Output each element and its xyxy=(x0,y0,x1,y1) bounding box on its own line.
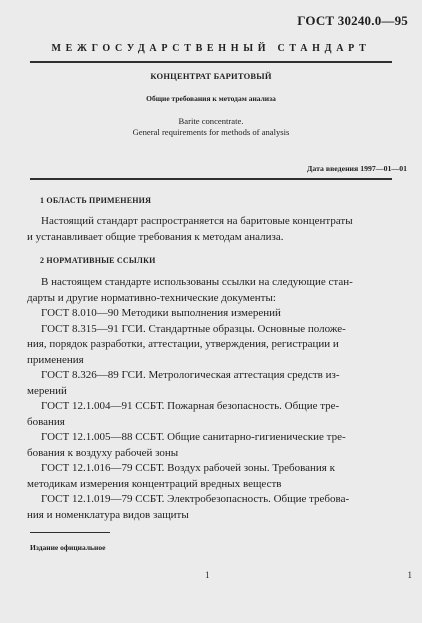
section-2-line: ГОСТ 12.1.019—79 ССБТ. Электробезопасность. Общие требова- xyxy=(41,493,350,505)
document-title-ru: КОНЦЕНТРАТ БАРИТОВЫЙ xyxy=(150,71,272,81)
section-2-line: ГОСТ 12.1.005—88 ССБТ. Общие санитарно-гигиенические тре- xyxy=(41,431,346,443)
title-en-line-1: Barite concentrate. xyxy=(178,116,244,126)
section-2-line: В настоящем стандарте использованы ссылки на следующие стан- xyxy=(41,276,353,288)
effective-date: Дата введения 1997—01—01 xyxy=(307,164,407,173)
section-1-heading: 1 ОБЛАСТЬ ПРИМЕНЕНИЯ xyxy=(40,196,152,205)
section-2-line: ГОСТ 12.1.004—91 ССБТ. Пожарная безопасность. Общие тре- xyxy=(41,400,340,412)
section-1-line: Настоящий стандарт распространяется на баритовые концентраты xyxy=(41,215,353,227)
section-2-line: методикам измерения концентраций вредных веществ xyxy=(27,477,282,490)
section-2-line: бования xyxy=(27,415,65,428)
section-1-body xyxy=(27,214,400,245)
section-2-line: ГОСТ 8.315—91 ГСИ. Стандартные образцы. Основные положе- xyxy=(41,322,346,335)
section-2-line: дарты и другие нормативно-технические документы: xyxy=(27,291,276,304)
official-edition-note: Издание официальное xyxy=(30,543,106,552)
section-2-line: ния, порядок разработки, аттестации, утверждения, регистрации и xyxy=(27,338,339,350)
document-title-en xyxy=(0,116,422,138)
section-1-line: и устанавливает общие требования к методам анализа. xyxy=(27,230,284,243)
page-number: 1 xyxy=(205,570,210,580)
standard-banner: МЕЖГОСУДАРСТВЕННЫЙ СТАНДАРТ xyxy=(51,43,371,54)
gost-code: ГОСТ 30240.0—95 xyxy=(297,13,408,28)
section-2-line: ГОСТ 8.326—89 ГСИ. Метрологическая аттестация средств из- xyxy=(41,369,340,381)
section-2-line: применения xyxy=(27,353,84,366)
section-2-line: мерений xyxy=(27,384,67,397)
section-2-heading: 2 НОРМАТИВНЫЕ ССЫЛКИ xyxy=(40,256,156,265)
document-subtitle-ru: Общие требования к методам анализа xyxy=(146,94,276,103)
top-divider xyxy=(30,61,392,63)
mid-divider xyxy=(30,178,392,180)
title-en-line-2: General requirements for methods of analysis xyxy=(132,127,290,137)
section-2-body xyxy=(27,275,400,523)
section-2-line: бования к воздуху рабочей зоны xyxy=(27,446,179,459)
section-2-line: ния и номенклатура видов защиты xyxy=(27,508,189,521)
footer-divider xyxy=(30,532,110,533)
section-2-line: ГОСТ 8.010—90 Методики выполнения измерений xyxy=(41,307,281,319)
page-number-margin: 1 xyxy=(407,570,412,580)
section-2-line: ГОСТ 12.1.016—79 ССБТ. Воздух рабочей зоны. Требования к xyxy=(41,462,335,474)
